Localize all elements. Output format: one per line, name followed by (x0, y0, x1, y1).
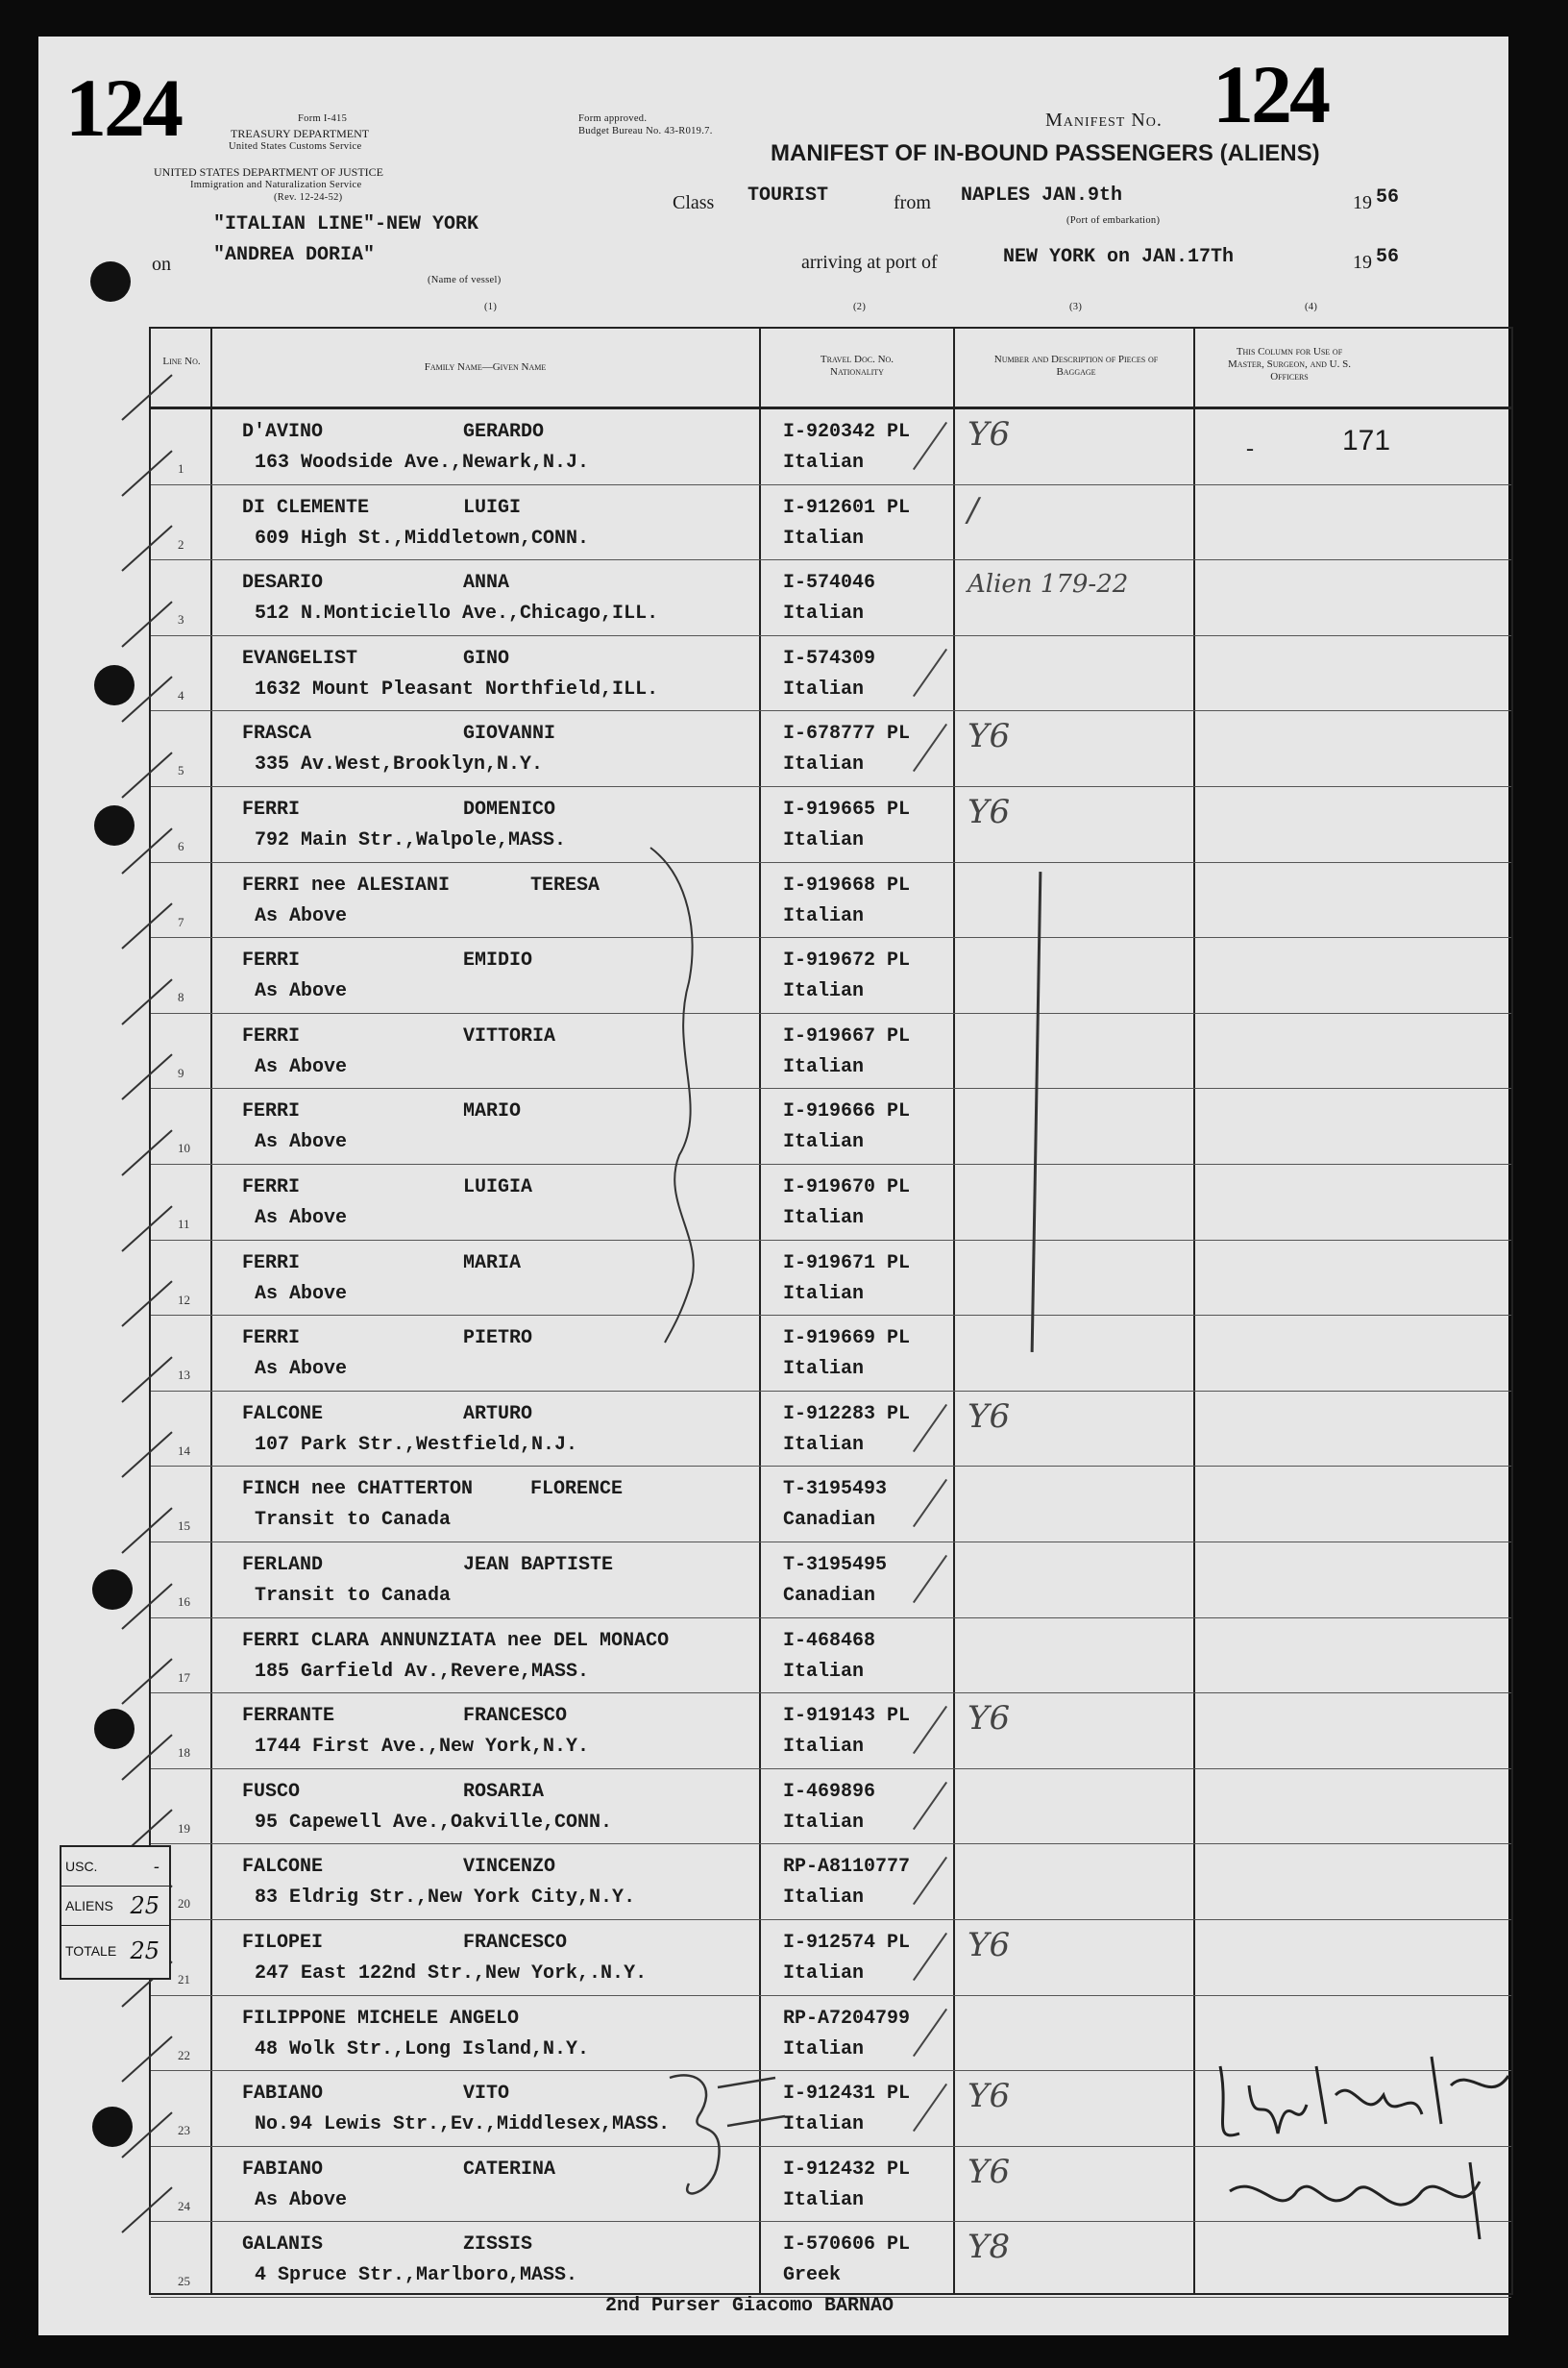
family-name: FERRI CLARA ANNUNZIATA nee DEL MONACO (242, 1629, 670, 1652)
table-row (151, 1392, 1511, 1468)
year-value-2: 56 (1376, 246, 1400, 268)
nationality: Italian (783, 753, 865, 777)
table-row (151, 1241, 1511, 1317)
travel-doc-number: I-919669 PL (783, 1327, 911, 1350)
baggage-note: Y6 (968, 717, 1011, 756)
baggage-note: Y6 (968, 1926, 1011, 1964)
table-row (151, 938, 1511, 1014)
travel-doc-number: I-919666 PL (783, 1100, 911, 1123)
family-name: FRASCA (242, 723, 312, 746)
line-number: 5 (178, 763, 184, 778)
given-name: FLORENCE (530, 1478, 624, 1501)
address: 163 Woodside Ave.,Newark,N.J. (255, 452, 590, 474)
given-name: ZISSIS (463, 2233, 533, 2257)
line-number: 10 (178, 1141, 190, 1156)
address: 95 Capewell Ave.,Oakville,CONN. (255, 1811, 613, 1834)
line-number: 21 (178, 1972, 190, 1986)
nationality: Canadian (783, 1585, 876, 1607)
address: 1744 First Ave.,New York,N.Y. (255, 1736, 590, 1759)
nationality: Italian (783, 1736, 865, 1759)
given-name: GINO (463, 647, 510, 670)
travel-doc-number: I-919668 PL (783, 874, 911, 897)
table-row (151, 711, 1511, 787)
line-number: 15 (178, 1518, 190, 1534)
travel-doc-number: I-678777 PL (783, 723, 911, 746)
line-number: 12 (178, 1292, 190, 1307)
punch-hole (92, 1569, 133, 1610)
baggage-check-mark (913, 1857, 947, 1905)
family-name: FERRI nee ALESIANI (242, 874, 451, 897)
baggage-note: Y6 (968, 415, 1011, 454)
column-number-1: (1) (484, 302, 498, 312)
nationality: Italian (783, 678, 865, 701)
aliens-label: ALIENS (65, 1898, 113, 1913)
line-number: 25 (178, 2274, 190, 2289)
travel-doc-number: I-574309 (783, 647, 876, 670)
given-name: LUIGIA (463, 1176, 533, 1198)
baggage-check-mark (913, 1404, 947, 1452)
address: 48 Wolk Str.,Long Island,N.Y. (255, 2037, 590, 2060)
baggage-check-mark (913, 2084, 947, 2132)
baggage-note: Y6 (968, 1396, 1011, 1436)
family-name: D'AVINO (242, 421, 324, 443)
baggage-check-mark (913, 1933, 947, 1981)
punch-hole (92, 2107, 133, 2147)
stamp-number-left: 124 (65, 62, 181, 154)
family-name: FUSCO (242, 1780, 301, 1803)
revision: (Rev. 12-24-52) (274, 192, 343, 203)
nationality: Greek (783, 2264, 842, 2287)
line-number: 3 (178, 612, 184, 628)
officer-dash: - (1246, 436, 1254, 461)
form-approved: Form approved. (578, 113, 648, 124)
table-row (151, 409, 1511, 485)
justice-dept: UNITED STATES DEPARTMENT OF JUSTICE (154, 165, 384, 179)
nationality: Italian (783, 1282, 865, 1305)
vessel-name: "ANDREA DORIA" (213, 244, 376, 266)
family-name: FINCH nee CHATTERTON (242, 1478, 474, 1501)
line-number: 23 (178, 2123, 190, 2138)
line-number: 24 (178, 2198, 190, 2213)
table-row (151, 1769, 1511, 1845)
usc-label: USC. (65, 1859, 98, 1874)
header-officers: This Column for Use of Master, Surgeon, and U. S. Officers (1228, 346, 1351, 382)
arriving-label: arriving at port of (801, 252, 938, 273)
table-row (151, 1165, 1511, 1241)
family-bracket (631, 838, 737, 1347)
baggage-note: Y6 (968, 2152, 1011, 2191)
column-number-2: (2) (853, 302, 867, 312)
nationality: Italian (783, 980, 865, 1003)
address: 1632 Mount Pleasant Northfield,ILL. (255, 678, 659, 701)
line-number: 11 (178, 1217, 190, 1231)
travel-doc-number: I-468468 (783, 1629, 876, 1652)
nationality: Canadian (783, 1509, 876, 1532)
travel-doc-number: I-919667 PL (783, 1024, 911, 1048)
address: As Above (255, 1131, 348, 1154)
given-name: LUIGI (463, 496, 522, 519)
baggage-check-mark (913, 1479, 947, 1527)
manifest-title: MANIFEST OF IN-BOUND PASSENGERS (ALIENS) (771, 140, 1320, 166)
line-number: 7 (178, 914, 184, 929)
nationality: Italian (783, 904, 865, 927)
baggage-check-mark (913, 724, 947, 772)
officer-note: 171 (1342, 425, 1391, 456)
totale-label: TOTALE (65, 1943, 117, 1959)
address: Transit to Canada (255, 1509, 452, 1532)
family-name: FALCONE (242, 1856, 324, 1879)
column-number-3: (3) (1069, 302, 1083, 312)
travel-doc-number: I-912601 PL (783, 496, 911, 519)
table-row (151, 1542, 1511, 1618)
class-label: Class (673, 192, 715, 213)
table-row (151, 1014, 1511, 1090)
baggage-check-mark (913, 422, 947, 470)
punch-hole (94, 665, 135, 705)
table-row (151, 560, 1511, 636)
family-name: EVANGELIST (242, 647, 358, 670)
table-row (151, 1618, 1511, 1694)
travel-doc-number: I-570606 PL (783, 2233, 911, 2257)
line-name: "ITALIAN LINE"-NEW YORK (213, 213, 479, 235)
given-name: CATERINA (463, 2158, 556, 2181)
family-name: FILIPPONE MICHELE ANGELO (242, 2007, 520, 2030)
line-number: 14 (178, 1443, 190, 1458)
given-name: MARIA (463, 1251, 522, 1274)
officer-signature (1201, 2028, 1528, 2258)
address: 4 Spruce Str.,Marlboro,MASS. (255, 2264, 578, 2287)
family-name: FERRI (242, 1024, 301, 1048)
travel-doc-number: I-920342 PL (783, 421, 911, 443)
given-name: FRANCESCO (463, 1705, 568, 1728)
given-name: ARTURO (463, 1402, 533, 1425)
punch-hole (94, 805, 135, 846)
class-value: TOURIST (747, 185, 829, 207)
nationality: Italian (783, 829, 865, 851)
baggage-check-mark (913, 2008, 947, 2056)
on-label: on (152, 254, 171, 275)
line-number: 13 (178, 1368, 190, 1383)
address: No.94 Lewis Str.,Ev.,Middlesex,MASS. (255, 2113, 671, 2136)
given-name: TERESA (530, 874, 600, 897)
family-name: FABIANO (242, 2083, 324, 2106)
family-name: FALCONE (242, 1402, 324, 1425)
nationality: Italian (783, 603, 865, 626)
line-number: 6 (178, 839, 184, 853)
travel-doc-number: I-919143 PL (783, 1705, 911, 1728)
manifest-no-label: Manifest No. (1045, 110, 1163, 131)
header-baggage: Number and Description of Pieces of Baggage (993, 354, 1159, 378)
purser-footer: 2nd Purser Giacomo BARNAO (605, 2295, 894, 2317)
usc-row (61, 1847, 169, 1887)
family-name: DESARIO (242, 572, 324, 595)
from-value: NAPLES JAN.9th (961, 185, 1123, 207)
baggage-check-mark (913, 1555, 947, 1603)
from-label: from (894, 192, 931, 213)
year-label: 19 (1353, 192, 1372, 213)
nationality: Italian (783, 1962, 865, 1985)
table-row (151, 1467, 1511, 1542)
customs-service: United States Customs Service (229, 141, 362, 152)
table-header (151, 329, 1511, 409)
table-row (151, 485, 1511, 561)
address: 609 High St.,Middletown,CONN. (255, 527, 590, 550)
line-number: 18 (178, 1745, 190, 1761)
given-name: ANNA (463, 572, 510, 595)
nationality: Italian (783, 1433, 865, 1456)
line-number: 2 (178, 536, 184, 552)
address: 83 Eldrig Str.,New York City,N.Y. (255, 1887, 636, 1910)
address: 185 Garfield Av.,Revere,MASS. (255, 1660, 590, 1683)
line-number: 1 (178, 461, 184, 476)
travel-doc-number: T-3195493 (783, 1478, 888, 1501)
travel-doc-number: I-919671 PL (783, 1251, 911, 1274)
given-name: FRANCESCO (463, 1932, 568, 1954)
aliens-value: 25 (130, 1892, 159, 1919)
travel-doc-number: RP-A7204799 (783, 2007, 911, 2030)
usc-value: - (153, 1857, 159, 1877)
nationality: Italian (783, 1055, 865, 1078)
year-value: 56 (1376, 186, 1400, 209)
header-travel-doc: Travel Doc. No. Nationality (820, 354, 894, 378)
given-name: GERARDO (463, 421, 545, 443)
family-name: FERRI (242, 1251, 301, 1274)
baggage-note: Y8 (968, 2228, 1011, 2267)
travel-doc-number: RP-A8110777 (783, 1856, 911, 1879)
line-number: 16 (178, 1594, 190, 1609)
vessel-caption: (Name of vessel) (428, 275, 502, 285)
family-name: DI CLEMENTE (242, 496, 370, 519)
baggage-check-mark (913, 649, 947, 697)
nationality: Italian (783, 452, 865, 474)
nationality: Italian (783, 1887, 865, 1910)
table-row (151, 1693, 1511, 1769)
travel-doc-number: T-3195495 (783, 1554, 888, 1576)
family-name: FERRI (242, 1327, 301, 1350)
totals-box (60, 1845, 171, 1980)
given-name: JEAN BAPTISTE (463, 1554, 614, 1576)
arriving-value: NEW YORK on JAN.17Th (1003, 246, 1235, 268)
nationality: Italian (783, 1358, 865, 1381)
nationality: Italian (783, 2037, 865, 2060)
table-row (151, 1316, 1511, 1392)
nationality: Italian (783, 2188, 865, 2211)
table-row (151, 636, 1511, 712)
address: 335 Av.West,Brooklyn,N.Y. (255, 753, 544, 777)
immigration-service: Immigration and Naturalization Service (190, 180, 362, 190)
line-number: 20 (178, 1896, 190, 1912)
travel-doc-number: I-919670 PL (783, 1176, 911, 1198)
address: 107 Park Str.,Westfield,N.J. (255, 1433, 578, 1456)
passenger-table (149, 327, 1513, 2295)
line-number: 9 (178, 1065, 184, 1080)
given-name: PIETRO (463, 1327, 533, 1350)
totale-value: 25 (130, 1937, 159, 1964)
address: Transit to Canada (255, 1585, 452, 1607)
travel-doc-number: I-919672 PL (783, 950, 911, 973)
table-row (151, 787, 1511, 863)
line-number: 8 (178, 990, 184, 1005)
table-row (151, 1920, 1511, 1996)
baggage-note: Alien 179-22 (968, 570, 1129, 600)
line-number: 17 (178, 1669, 190, 1685)
family-name: FERRANTE (242, 1705, 335, 1728)
baggage-note: / (968, 490, 979, 530)
address: As Above (255, 1055, 348, 1078)
family-name: FERRI (242, 950, 301, 973)
given-name: VITTORIA (463, 1024, 556, 1048)
baggage-check-mark (913, 1782, 947, 1830)
given-name: ROSARIA (463, 1780, 545, 1803)
nationality: Italian (783, 1131, 865, 1154)
travel-doc-number: I-912574 PL (783, 1932, 911, 1954)
header-name: Family Name—Given Name (424, 361, 547, 373)
nationality: Italian (783, 1811, 865, 1834)
budget-bureau: Budget Bureau No. 43-R019.7. (578, 126, 713, 136)
travel-doc-number: I-919665 PL (783, 799, 911, 821)
travel-doc-number: I-912283 PL (783, 1402, 911, 1425)
header-line-no: Line No. (162, 356, 201, 367)
punch-hole (94, 1709, 135, 1749)
port-embarkation-caption: (Port of embarkation) (1066, 215, 1161, 226)
scribble-mark (660, 2059, 795, 2212)
family-name: FERRI (242, 799, 301, 821)
address: As Above (255, 1358, 348, 1381)
given-name: EMIDIO (463, 950, 533, 973)
family-name: FERLAND (242, 1554, 324, 1576)
line-number: 4 (178, 687, 184, 703)
family-name: FABIANO (242, 2158, 324, 2181)
address: As Above (255, 1207, 348, 1229)
baggage-note: Y6 (968, 1699, 1011, 1739)
address: As Above (255, 1282, 348, 1305)
family-name: FERRI (242, 1176, 301, 1198)
address: 792 Main Str.,Walpole,MASS. (255, 829, 567, 851)
table-row (151, 863, 1511, 939)
nationality: Italian (783, 1207, 865, 1229)
given-name: GIOVANNI (463, 723, 556, 746)
family-name: FILOPEI (242, 1932, 324, 1954)
stamp-number-right: 124 (1213, 48, 1328, 140)
baggage-check-mark (913, 1706, 947, 1754)
column-number-4: (4) (1305, 302, 1318, 312)
family-name: GALANIS (242, 2233, 324, 2257)
nationality: Italian (783, 1660, 865, 1683)
given-name: VITO (463, 2083, 510, 2106)
given-name: MARIO (463, 1100, 522, 1123)
address: As Above (255, 904, 348, 927)
address: As Above (255, 2188, 348, 2211)
family-name: FERRI (242, 1100, 301, 1123)
travel-doc-number: I-912432 PL (783, 2158, 911, 2181)
baggage-note: Y6 (968, 2077, 1011, 2116)
form-number: Form I-415 (298, 113, 348, 124)
table-row (151, 1089, 1511, 1165)
given-name: VINCENZO (463, 1856, 556, 1879)
punch-hole (90, 261, 131, 302)
line-number: 19 (178, 1820, 190, 1836)
address: As Above (255, 980, 348, 1003)
year-label-2: 19 (1353, 252, 1372, 273)
given-name: DOMENICO (463, 799, 556, 821)
travel-doc-number: I-574046 (783, 572, 876, 595)
travel-doc-number: I-912431 PL (783, 2083, 911, 2106)
address: 512 N.Monticiello Ave.,Chicago,ILL. (255, 603, 659, 626)
line-number: 22 (178, 2047, 190, 2062)
nationality: Italian (783, 527, 865, 550)
address: 247 East 122nd Str.,New York,.N.Y. (255, 1962, 648, 1985)
travel-doc-number: I-469896 (783, 1780, 876, 1803)
nationality: Italian (783, 2113, 865, 2136)
totale-row (61, 1926, 169, 1978)
treasury-dept: TREASURY DEPARTMENT (231, 127, 370, 140)
table-body (151, 409, 1511, 2293)
table-row (151, 1844, 1511, 1920)
aliens-row (61, 1887, 169, 1926)
baggage-note: Y6 (968, 793, 1011, 831)
